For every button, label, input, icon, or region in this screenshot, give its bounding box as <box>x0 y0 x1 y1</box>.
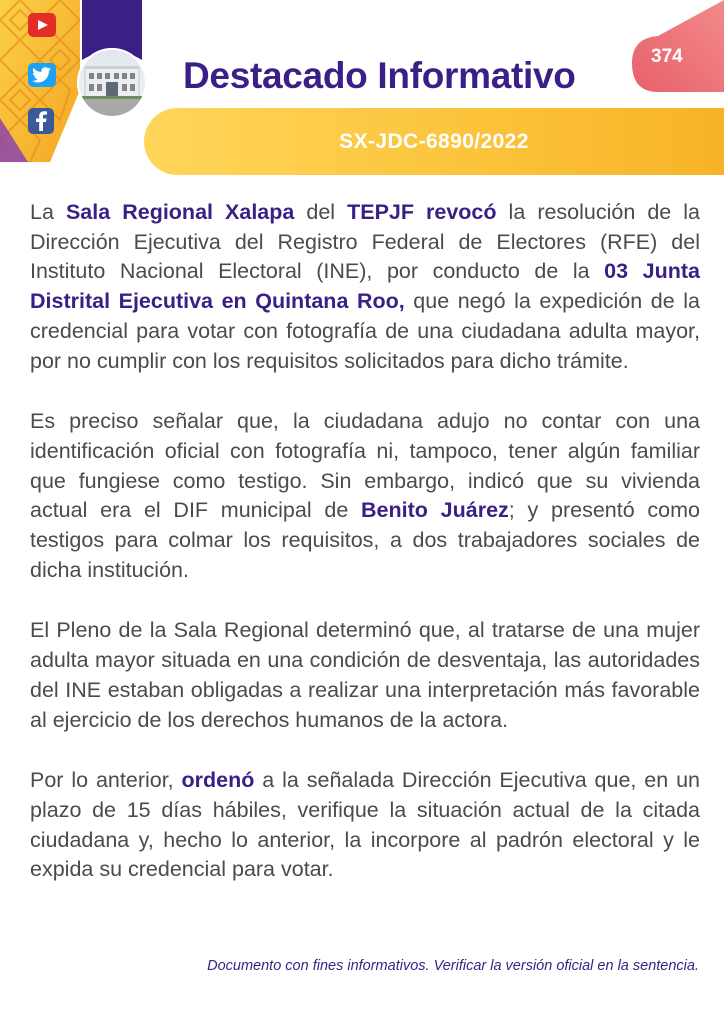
document-number: 374 <box>651 46 683 67</box>
twitter-icon[interactable] <box>28 63 56 87</box>
building-photo <box>77 0 147 120</box>
highlight: TEPJF revocó <box>347 200 497 224</box>
text: la resolución de la Dirección Ejecutiva del Registro Federal de Electores (RFE) del Instituto Nacional Electoral (INE), por conducto de la <box>30 200 701 284</box>
case-id: SX-JDC-6890/2022 <box>339 129 529 153</box>
paragraph-3 <box>30 616 700 735</box>
highlight: Sala Regional Xalapa <box>65 200 295 224</box>
page-title: Destacado Informativo <box>183 54 576 96</box>
highlight: Benito Juárez <box>361 498 509 523</box>
highlight: 03 Junta Distrital Ejecutiva en Quintana Roo, <box>30 259 700 314</box>
text: Es preciso señalar que, la ciudadana adujo no contar con una identificación oficial con fotografía ni, tampoco, tener algún familiar que fungiese como testigo. Sin embargo, indicó que su vivienda actual era el DIF municipal de <box>30 409 700 523</box>
text: a la señalada Dirección Ejecutiva que, en un plazo de 15 días hábiles, verifique la situación actual de la citada ciudadana y, hecho lo anterior, la incorpore al padrón electoral y le expida su credencial para votar. <box>30 768 700 882</box>
facebook-icon[interactable] <box>28 108 54 134</box>
paragraph-1 <box>30 198 700 376</box>
paragraph-4 <box>30 766 700 885</box>
footer-disclaimer: Documento con fines informativos. Verificar la versión oficial en la sentencia. <box>207 958 699 974</box>
text: La <box>30 200 66 224</box>
text: Por lo anterior, <box>30 768 182 793</box>
text: El Pleno de la Sala Regional determinó que, al tratarse de una mujer adulta mayor situada en una condición de desventaja, las autoridades del INE estaban obligadas a realizar una interpretación más favorable al ejercicio de los derechos humanos de la actora. <box>30 618 700 732</box>
paragraph-2 <box>30 407 700 585</box>
youtube-icon[interactable] <box>28 13 56 37</box>
highlight: ordenó <box>181 768 255 793</box>
text: ; y presentó como testigos para colmar los requisitos, a dos trabajadores sociales de dicha institución. <box>30 498 701 582</box>
text: del <box>294 200 348 224</box>
article-body <box>30 198 700 916</box>
text: que negó la expedición de la credencial para votar con fotografía de una ciudadana adulta mayor, por no cumplir con los requisitos solicitados para dicho trámite. <box>30 289 700 373</box>
